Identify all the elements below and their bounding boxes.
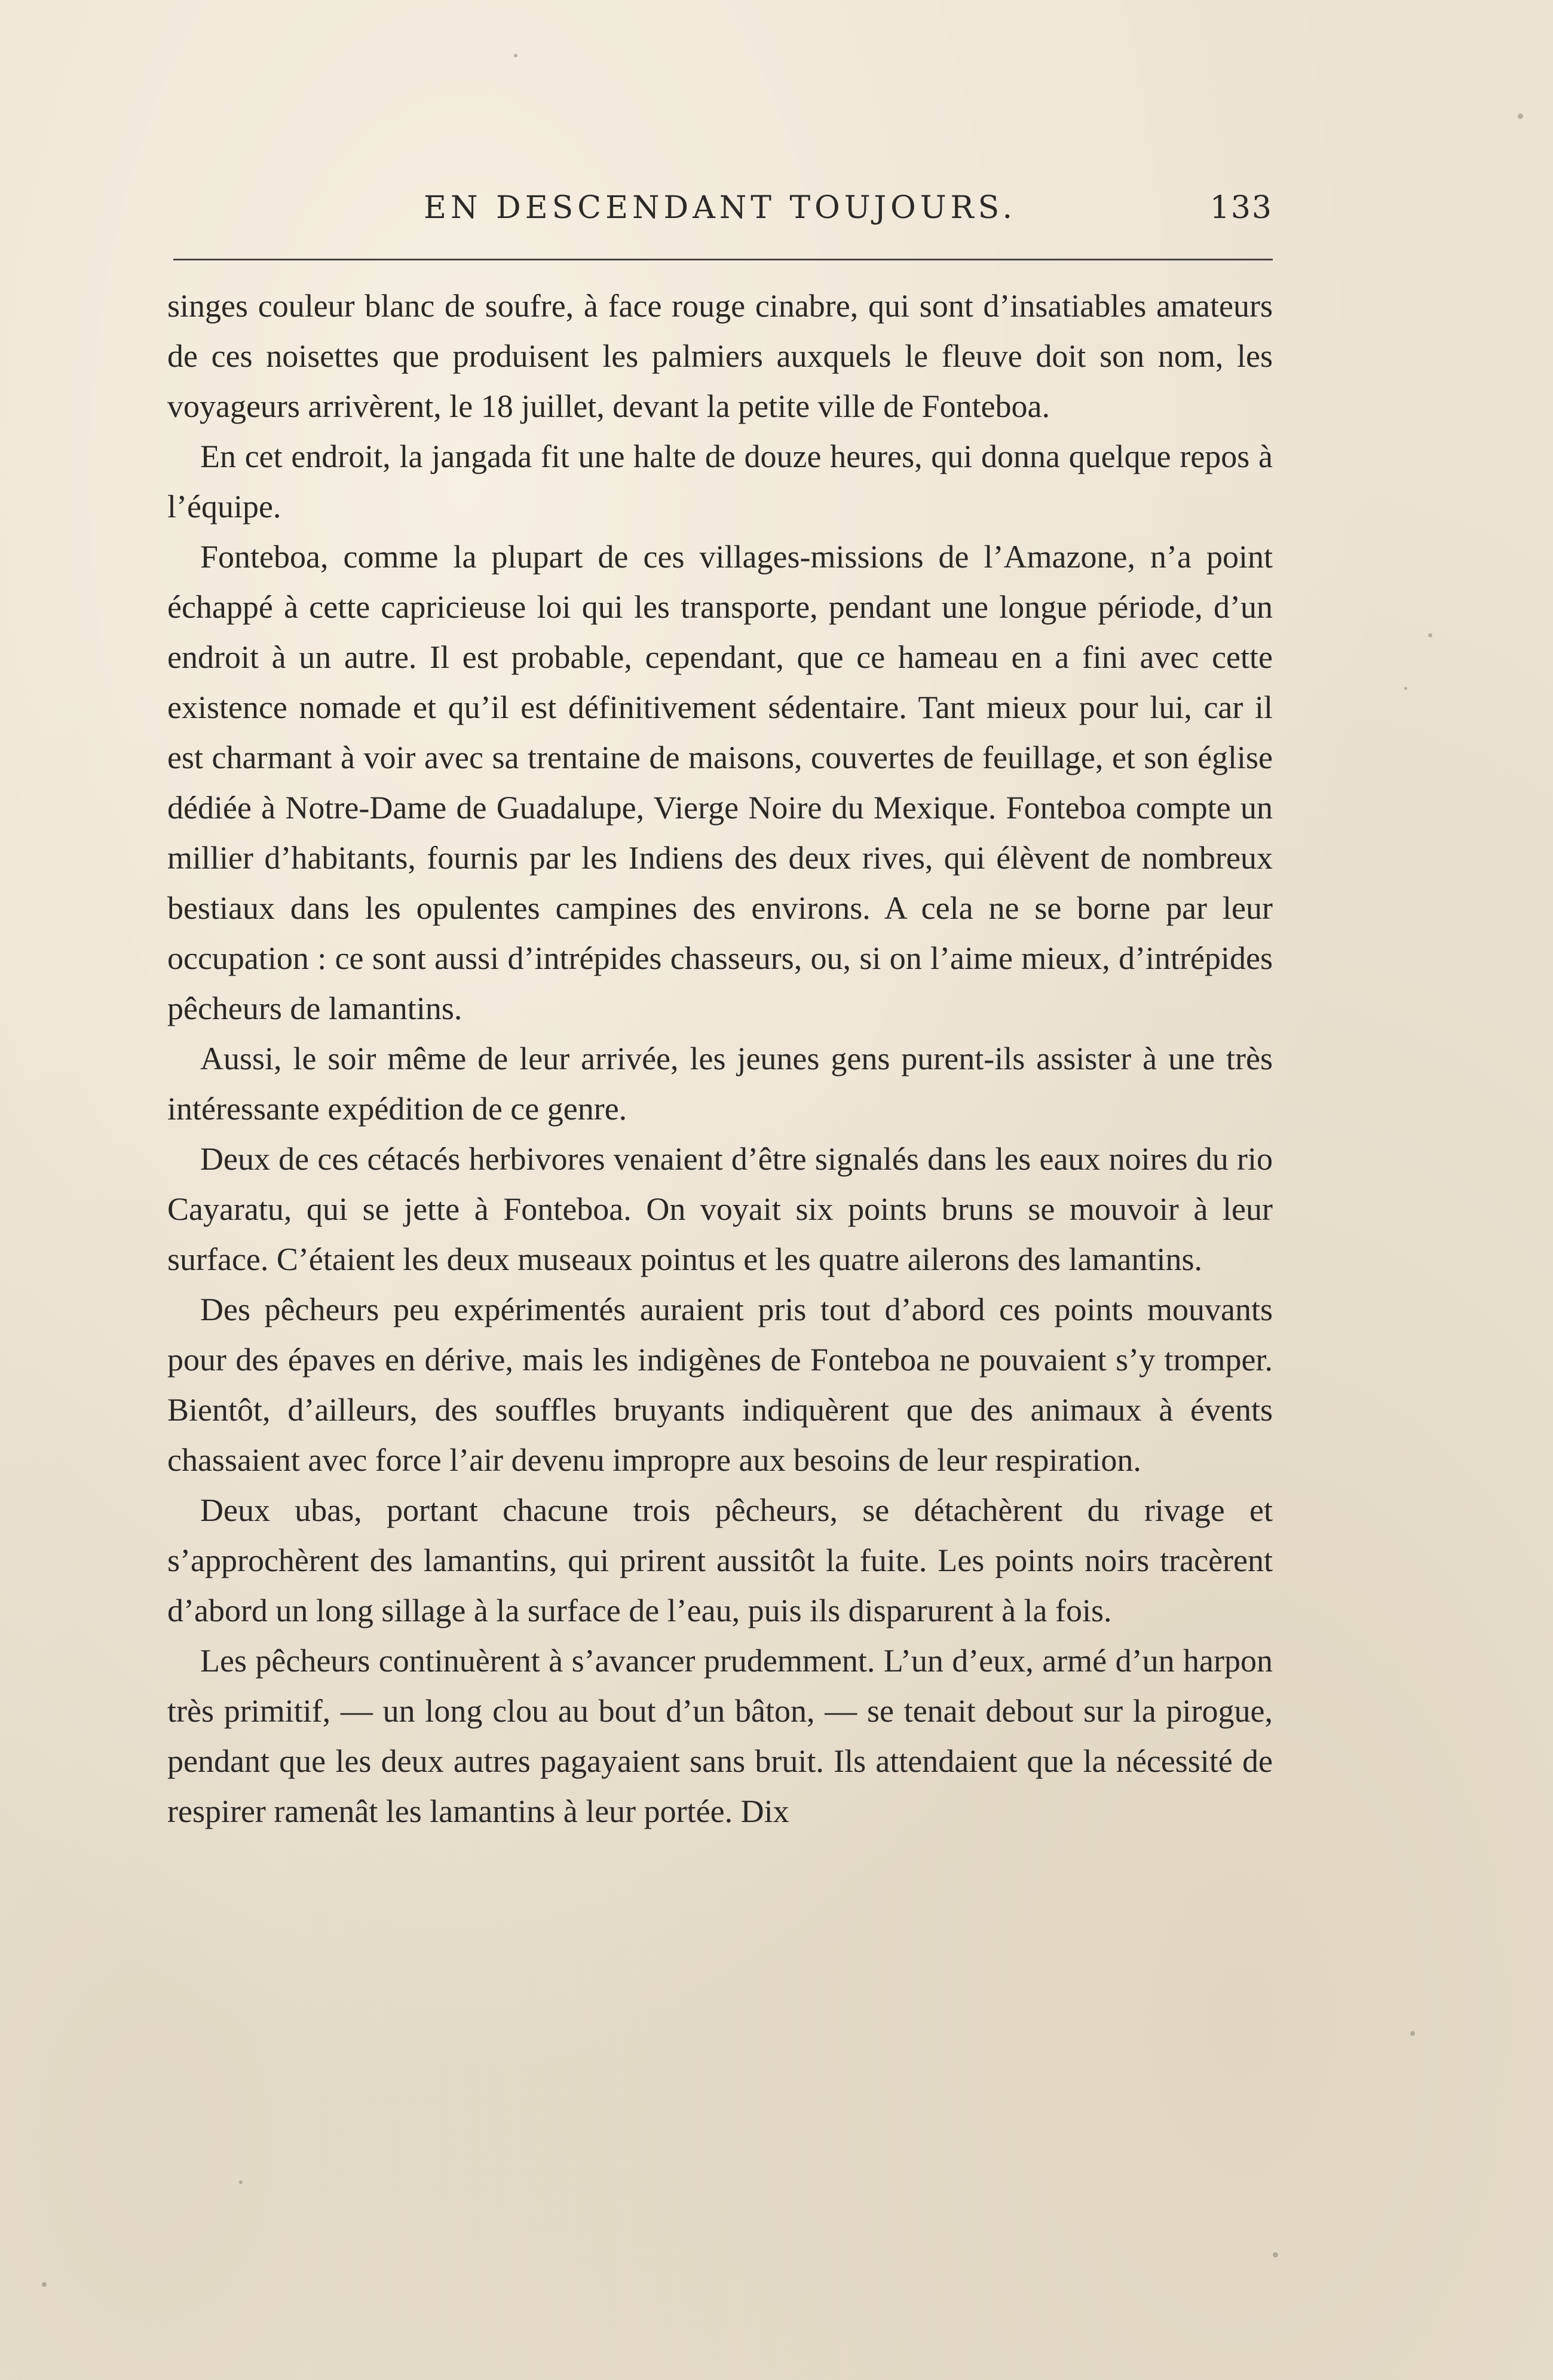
paper-speck (1518, 114, 1523, 119)
paper-speck (1410, 2031, 1415, 2036)
running-title: EN DESCENDANT TOUJOURS. (424, 190, 1016, 226)
paragraph-continued: singes couleur blanc de soufre, à face rouge cinabre, qui sont d’insatiables amateurs de ces noisettes que produisent les palmiers auxquels le fleuve doit son nom, les voyageurs arrivèrent, le 18 juillet, devant la petite ville de Fonteboa. (167, 288, 1273, 424)
paragraph: Les pêcheurs continuèrent à s’avancer prudemment. L’un d’eux, armé d’un harpon très primitif, — un long clou au bout d’un bâton, — se tenait debout sur la pirogue, pendant que les deux autres pagayaient sans bruit. Ils attendaient que la nécessité de respirer ramenât les lamantins à leur portée. Dix (167, 1643, 1273, 1829)
paper-speck (1428, 633, 1432, 637)
body-text (167, 281, 1273, 1836)
paper-speck (1404, 687, 1407, 690)
running-head (167, 190, 1273, 238)
paragraph: Deux ubas, portant chacune trois pêcheurs, se détachèrent du rivage et s’approchèrent des lamantins, qui prirent aussitôt la fuite. Les points noirs tracèrent d’abord un long sillage à la surface de l’eau, puis ils disparurent à la fois. (167, 1492, 1273, 1628)
paragraph: Aussi, le soir même de leur arrivée, les jeunes gens purent-ils assister à une très intéressante expédition de ce genre. (167, 1041, 1273, 1127)
paragraph: Deux de ces cétacés herbivores venaient d’être signalés dans les eaux noires du rio Cayaratu, qui se jette à Fonteboa. On voyait six points bruns se mouvoir à leur surface. C’étaient les deux museaux pointus et les quatre ailerons des lamantins. (167, 1141, 1273, 1277)
page-number: 133 (1209, 190, 1273, 226)
paper-speck (239, 2180, 243, 2184)
paragraph: Fonteboa, comme la plupart de ces villages-missions de l’Amazone, n’a point échappé à cette capricieuse loi qui les transporte, pendant une longue période, d’un endroit à un autre. Il est probable, cependant, que ce hameau en a fini avec cette existence nomade et qu’il est définitivement sédentaire. Tant mieux pour lui, car il est charmant à voir avec sa trentaine de maisons, couvertes de feuillage, et son église dédiée à Notre-Dame de Guadalupe, Vierge Noire du Mexique. Fonteboa compte un millier d’habitants, fournis par les Indiens des deux rives, qui élèvent de nombreux bestiaux dans les opulentes campines des environs. A cela ne se borne par leur occupation : ce sont aussi d’intrépides chasseurs, ou, si on l’aime mieux, d’intrépides pêcheurs de lamantins. (167, 539, 1273, 1026)
paper-speck (42, 2282, 47, 2287)
paper-speck (1273, 2252, 1278, 2258)
paper-speck (514, 54, 517, 57)
paragraph: Des pêcheurs peu expérimentés auraient pris tout d’abord ces points mouvants pour des épaves en dérive, mais les indigènes de Fonteboa ne pouvaient s’y tromper. Bientôt, d’ailleurs, des souffles bruyants indiquèrent que des animaux à évents chassaient avec force l’air devenu impropre aux besoins de leur respiration. (167, 1292, 1273, 1478)
header-rule (173, 259, 1273, 260)
paragraph: En cet endroit, la jangada fit une halte de douze heures, qui donna quelque repos à l’équipe. (167, 438, 1273, 525)
